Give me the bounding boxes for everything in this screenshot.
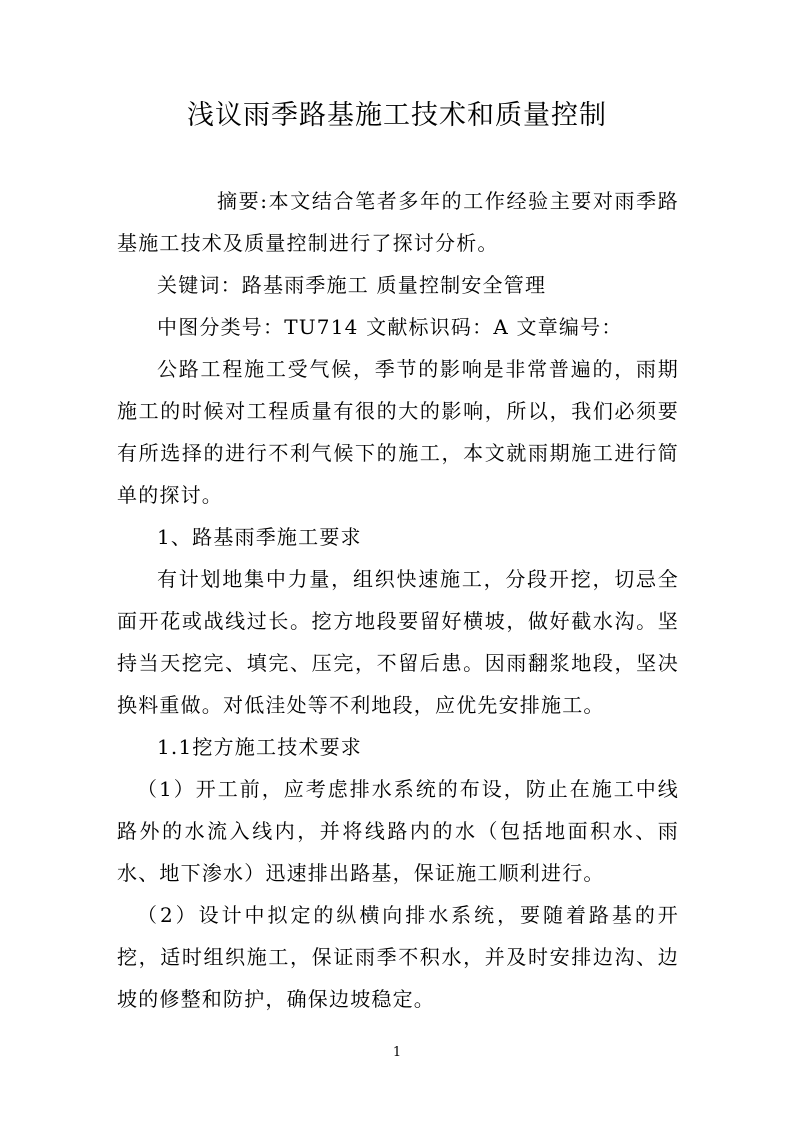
- page-number: 1: [392, 1045, 402, 1060]
- subsection-heading: 1.1挖方施工技术要求: [157, 735, 363, 759]
- abstract-paragraph: 摘要:本文结合笔者多年的工作经验主要对雨季路基施工技术及质量控制进行了探讨分析。: [117, 189, 679, 255]
- list-item: （1）开工前，应考虑排水系统的布设，防止在施工中线路外的水流入线内，并将线路内的水（包括地面积水、雨水、地下渗水）迅速排出路基，保证施工顺利进行。: [117, 777, 679, 885]
- list-item: （2）设计中拟定的纵横向排水系统，要随着路基的开挖，适时组织施工，保证雨季不积水，并及时安排边沟、边坡的修整和防护，确保边坡稳定。: [117, 903, 679, 1011]
- section-paragraph: 有计划地集中力量，组织快速施工，分段开挖，切忌全面开花或战线过长。挖方地段要留好横坡，做好截水沟。坚持当天挖完、填完、压完，不留后患。因雨翻浆地段，坚决换料重做。对低洼处等不利地段，应优先安排施工。: [117, 567, 679, 717]
- classification-line: 中图分类号：TU714 文献标识码：A 文章编号：: [157, 315, 623, 339]
- section-heading: 1、路基雨季施工要求: [157, 525, 362, 549]
- intro-paragraph: 公路工程施工受气候，季节的影响是非常普遍的，雨期施工的时候对工程质量有很的大的影响，所以，我们必须要有所选择的进行不利气候下的施工，本文就雨期施工进行简单的探讨。: [117, 357, 679, 507]
- document-body: [117, 180, 679, 1020]
- document-title: 浅议雨季路基施工技术和质量控制: [187, 100, 607, 131]
- keywords-line: 关键词：路基雨季施工 质量控制安全管理: [157, 273, 547, 297]
